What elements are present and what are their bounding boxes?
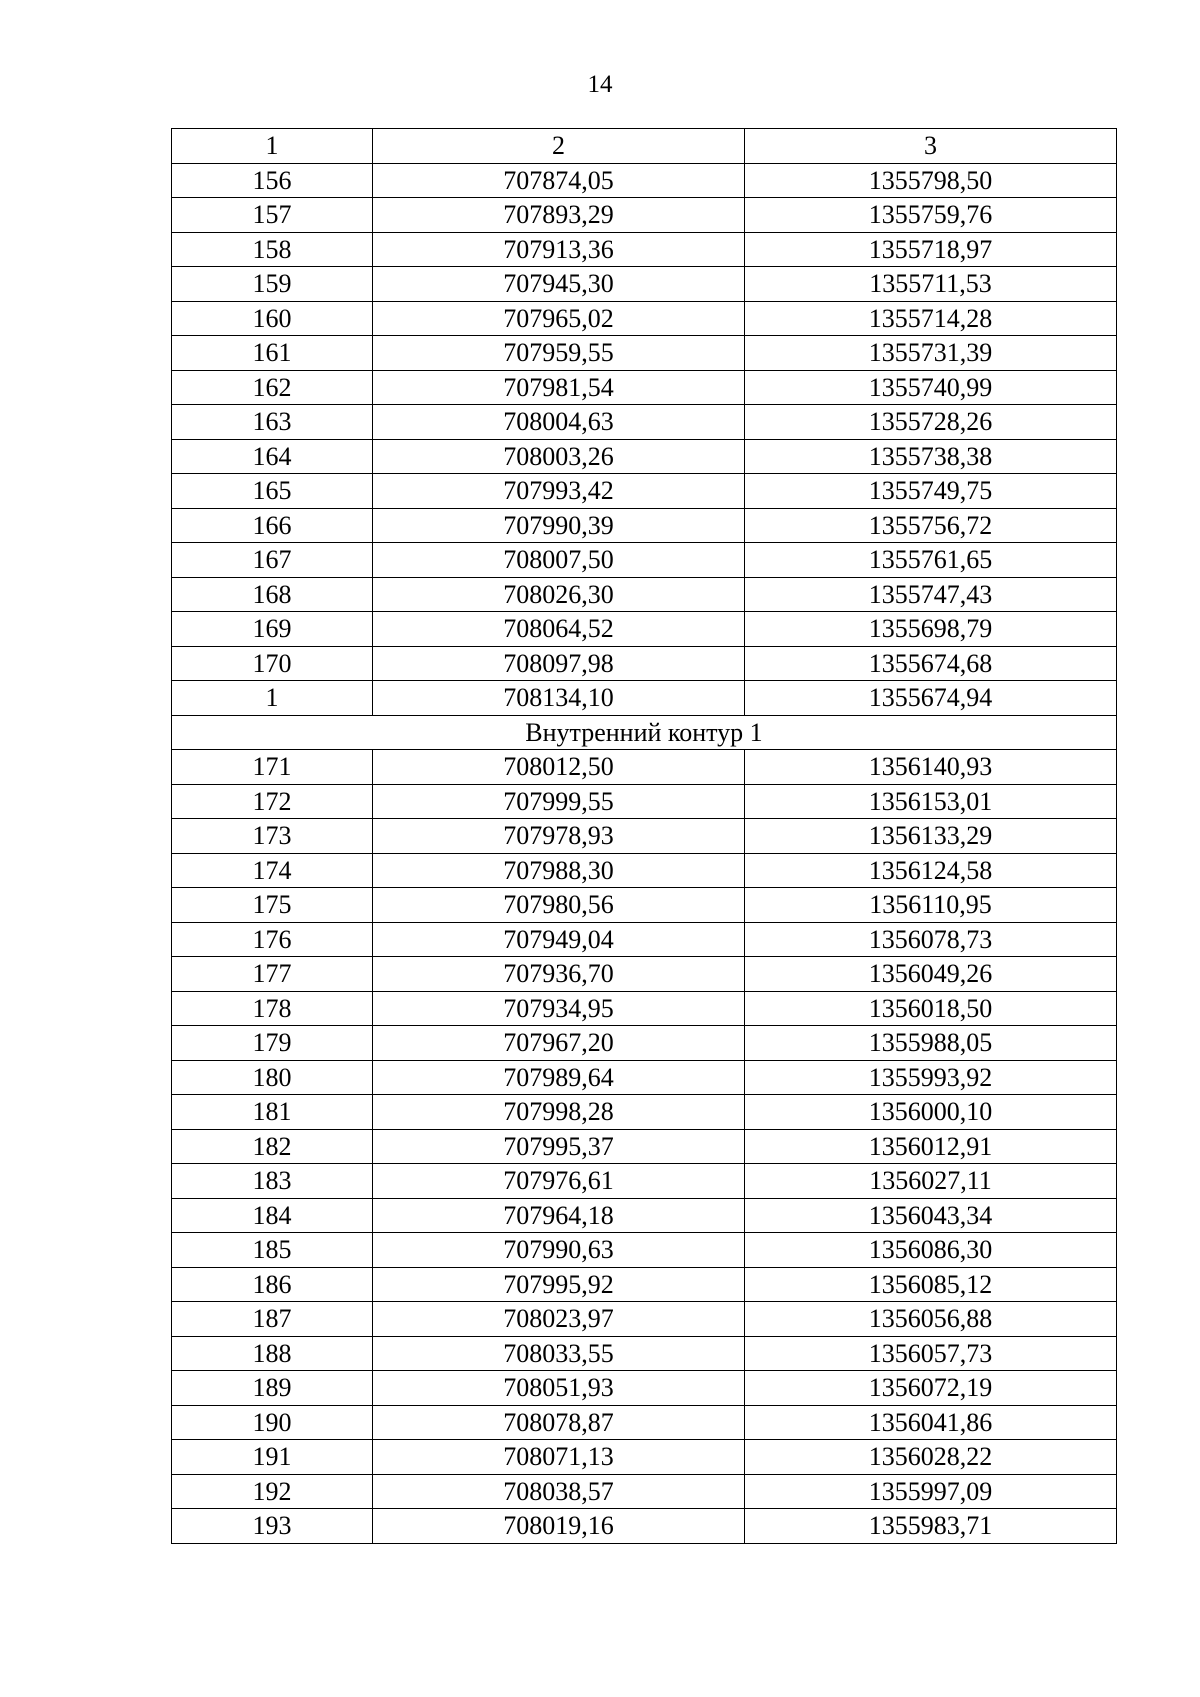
x-coordinate-cell: 708134,10 xyxy=(373,681,745,716)
y-coordinate-cell: 1356072,19 xyxy=(745,1371,1117,1406)
y-coordinate-cell: 1356078,73 xyxy=(745,922,1117,957)
table-row xyxy=(172,646,1117,681)
point-number-cell: 176 xyxy=(172,922,373,957)
header-cell-y: 3 xyxy=(745,129,1117,164)
y-coordinate-cell: 1355747,43 xyxy=(745,577,1117,612)
x-coordinate-cell: 708007,50 xyxy=(373,543,745,578)
y-coordinate-cell: 1356085,12 xyxy=(745,1267,1117,1302)
x-coordinate-cell: 707913,36 xyxy=(373,232,745,267)
table-row xyxy=(172,508,1117,543)
y-coordinate-cell: 1356012,91 xyxy=(745,1129,1117,1164)
table-row xyxy=(172,301,1117,336)
y-coordinate-cell: 1356028,22 xyxy=(745,1440,1117,1475)
table-row xyxy=(172,1129,1117,1164)
point-number-cell: 157 xyxy=(172,198,373,233)
y-coordinate-cell: 1356027,11 xyxy=(745,1164,1117,1199)
table-row xyxy=(172,1060,1117,1095)
table-body xyxy=(172,129,1117,1544)
section-title: Внутренний контур 1 xyxy=(172,715,1117,750)
table-row xyxy=(172,784,1117,819)
point-number-cell: 177 xyxy=(172,957,373,992)
point-number-cell: 182 xyxy=(172,1129,373,1164)
table-row xyxy=(172,1336,1117,1371)
x-coordinate-cell: 707998,28 xyxy=(373,1095,745,1130)
y-coordinate-cell: 1356056,88 xyxy=(745,1302,1117,1337)
y-coordinate-cell: 1356153,01 xyxy=(745,784,1117,819)
point-number-cell: 191 xyxy=(172,1440,373,1475)
table-row xyxy=(172,612,1117,647)
point-number-cell: 193 xyxy=(172,1509,373,1544)
y-coordinate-cell: 1356041,86 xyxy=(745,1405,1117,1440)
x-coordinate-cell: 707989,64 xyxy=(373,1060,745,1095)
section-row xyxy=(172,715,1117,750)
y-coordinate-cell: 1355759,76 xyxy=(745,198,1117,233)
y-coordinate-cell: 1355738,38 xyxy=(745,439,1117,474)
y-coordinate-cell: 1355674,94 xyxy=(745,681,1117,716)
table-row xyxy=(172,1440,1117,1475)
y-coordinate-cell: 1356124,58 xyxy=(745,853,1117,888)
y-coordinate-cell: 1355740,99 xyxy=(745,370,1117,405)
x-coordinate-cell: 707990,63 xyxy=(373,1233,745,1268)
x-coordinate-cell: 707995,92 xyxy=(373,1267,745,1302)
y-coordinate-cell: 1356049,26 xyxy=(745,957,1117,992)
y-coordinate-cell: 1355798,50 xyxy=(745,163,1117,198)
table-row xyxy=(172,405,1117,440)
x-coordinate-cell: 708033,55 xyxy=(373,1336,745,1371)
point-number-cell: 178 xyxy=(172,991,373,1026)
x-coordinate-cell: 707964,18 xyxy=(373,1198,745,1233)
point-number-cell: 173 xyxy=(172,819,373,854)
page-number: 14 xyxy=(587,71,613,98)
x-coordinate-cell: 707945,30 xyxy=(373,267,745,302)
y-coordinate-cell: 1356057,73 xyxy=(745,1336,1117,1371)
y-coordinate-cell: 1355749,75 xyxy=(745,474,1117,509)
x-coordinate-cell: 707934,95 xyxy=(373,991,745,1026)
y-coordinate-cell: 1355714,28 xyxy=(745,301,1117,336)
point-number-cell: 167 xyxy=(172,543,373,578)
y-coordinate-cell: 1356133,29 xyxy=(745,819,1117,854)
point-number-cell: 161 xyxy=(172,336,373,371)
x-coordinate-cell: 707981,54 xyxy=(373,370,745,405)
point-number-cell: 171 xyxy=(172,750,373,785)
y-coordinate-cell: 1355761,65 xyxy=(745,543,1117,578)
point-number-cell: 172 xyxy=(172,784,373,819)
y-coordinate-cell: 1356043,34 xyxy=(745,1198,1117,1233)
table-row xyxy=(172,1026,1117,1061)
y-coordinate-cell: 1355756,72 xyxy=(745,508,1117,543)
x-coordinate-cell: 708012,50 xyxy=(373,750,745,785)
y-coordinate-cell: 1356018,50 xyxy=(745,991,1117,1026)
point-number-cell: 168 xyxy=(172,577,373,612)
x-coordinate-cell: 708003,26 xyxy=(373,439,745,474)
point-number-cell: 187 xyxy=(172,1302,373,1337)
table-row xyxy=(172,1474,1117,1509)
point-number-cell: 189 xyxy=(172,1371,373,1406)
x-coordinate-cell: 707976,61 xyxy=(373,1164,745,1199)
table-row xyxy=(172,1267,1117,1302)
point-number-cell: 180 xyxy=(172,1060,373,1095)
y-coordinate-cell: 1355728,26 xyxy=(745,405,1117,440)
point-number-cell: 184 xyxy=(172,1198,373,1233)
y-coordinate-cell: 1356086,30 xyxy=(745,1233,1117,1268)
point-number-cell: 163 xyxy=(172,405,373,440)
table-row xyxy=(172,1405,1117,1440)
point-number-cell: 188 xyxy=(172,1336,373,1371)
point-number-cell: 158 xyxy=(172,232,373,267)
point-number-cell: 1 xyxy=(172,681,373,716)
table-row xyxy=(172,163,1117,198)
x-coordinate-cell: 707893,29 xyxy=(373,198,745,233)
x-coordinate-cell: 707980,56 xyxy=(373,888,745,923)
x-coordinate-cell: 708026,30 xyxy=(373,577,745,612)
header-cell-x: 2 xyxy=(373,129,745,164)
table-row xyxy=(172,681,1117,716)
x-coordinate-cell: 707999,55 xyxy=(373,784,745,819)
table-row xyxy=(172,474,1117,509)
table-row xyxy=(172,543,1117,578)
y-coordinate-cell: 1356140,93 xyxy=(745,750,1117,785)
table-row xyxy=(172,957,1117,992)
point-number-cell: 174 xyxy=(172,853,373,888)
point-number-cell: 165 xyxy=(172,474,373,509)
y-coordinate-cell: 1355983,71 xyxy=(745,1509,1117,1544)
point-number-cell: 192 xyxy=(172,1474,373,1509)
point-number-cell: 179 xyxy=(172,1026,373,1061)
point-number-cell: 160 xyxy=(172,301,373,336)
x-coordinate-cell: 708071,13 xyxy=(373,1440,745,1475)
coordinates-table xyxy=(171,128,1117,1544)
point-number-cell: 170 xyxy=(172,646,373,681)
x-coordinate-cell: 707993,42 xyxy=(373,474,745,509)
table-row xyxy=(172,232,1117,267)
y-coordinate-cell: 1355711,53 xyxy=(745,267,1117,302)
table-row xyxy=(172,750,1117,785)
point-number-cell: 166 xyxy=(172,508,373,543)
x-coordinate-cell: 707988,30 xyxy=(373,853,745,888)
table-row xyxy=(172,922,1117,957)
point-number-cell: 186 xyxy=(172,1267,373,1302)
header-row xyxy=(172,129,1117,164)
y-coordinate-cell: 1355731,39 xyxy=(745,336,1117,371)
x-coordinate-cell: 708078,87 xyxy=(373,1405,745,1440)
y-coordinate-cell: 1355997,09 xyxy=(745,1474,1117,1509)
point-number-cell: 190 xyxy=(172,1405,373,1440)
x-coordinate-cell: 707967,20 xyxy=(373,1026,745,1061)
point-number-cell: 185 xyxy=(172,1233,373,1268)
x-coordinate-cell: 708038,57 xyxy=(373,1474,745,1509)
x-coordinate-cell: 708004,63 xyxy=(373,405,745,440)
point-number-cell: 162 xyxy=(172,370,373,405)
x-coordinate-cell: 707965,02 xyxy=(373,301,745,336)
x-coordinate-cell: 708097,98 xyxy=(373,646,745,681)
table-row xyxy=(172,1164,1117,1199)
x-coordinate-cell: 707936,70 xyxy=(373,957,745,992)
y-coordinate-cell: 1356110,95 xyxy=(745,888,1117,923)
y-coordinate-cell: 1355993,92 xyxy=(745,1060,1117,1095)
header-cell-point: 1 xyxy=(172,129,373,164)
table-row xyxy=(172,1509,1117,1544)
table-row xyxy=(172,370,1117,405)
x-coordinate-cell: 707995,37 xyxy=(373,1129,745,1164)
y-coordinate-cell: 1355674,68 xyxy=(745,646,1117,681)
point-number-cell: 175 xyxy=(172,888,373,923)
table-row xyxy=(172,336,1117,371)
table-row xyxy=(172,888,1117,923)
table-row xyxy=(172,991,1117,1026)
x-coordinate-cell: 707990,39 xyxy=(373,508,745,543)
point-number-cell: 156 xyxy=(172,163,373,198)
x-coordinate-cell: 707949,04 xyxy=(373,922,745,957)
table-row xyxy=(172,853,1117,888)
point-number-cell: 181 xyxy=(172,1095,373,1130)
x-coordinate-cell: 708064,52 xyxy=(373,612,745,647)
y-coordinate-cell: 1355988,05 xyxy=(745,1026,1117,1061)
point-number-cell: 169 xyxy=(172,612,373,647)
table-row xyxy=(172,1302,1117,1337)
y-coordinate-cell: 1355718,97 xyxy=(745,232,1117,267)
table-row xyxy=(172,577,1117,612)
table-row xyxy=(172,267,1117,302)
x-coordinate-cell: 708023,97 xyxy=(373,1302,745,1337)
table-row xyxy=(172,1233,1117,1268)
point-number-cell: 164 xyxy=(172,439,373,474)
table-row xyxy=(172,439,1117,474)
table-row xyxy=(172,1198,1117,1233)
x-coordinate-cell: 707978,93 xyxy=(373,819,745,854)
x-coordinate-cell: 708051,93 xyxy=(373,1371,745,1406)
y-coordinate-cell: 1355698,79 xyxy=(745,612,1117,647)
table-row xyxy=(172,198,1117,233)
x-coordinate-cell: 707959,55 xyxy=(373,336,745,371)
table-row xyxy=(172,1095,1117,1130)
table-row xyxy=(172,1371,1117,1406)
y-coordinate-cell: 1356000,10 xyxy=(745,1095,1117,1130)
x-coordinate-cell: 708019,16 xyxy=(373,1509,745,1544)
table-row xyxy=(172,819,1117,854)
point-number-cell: 183 xyxy=(172,1164,373,1199)
point-number-cell: 159 xyxy=(172,267,373,302)
x-coordinate-cell: 707874,05 xyxy=(373,163,745,198)
